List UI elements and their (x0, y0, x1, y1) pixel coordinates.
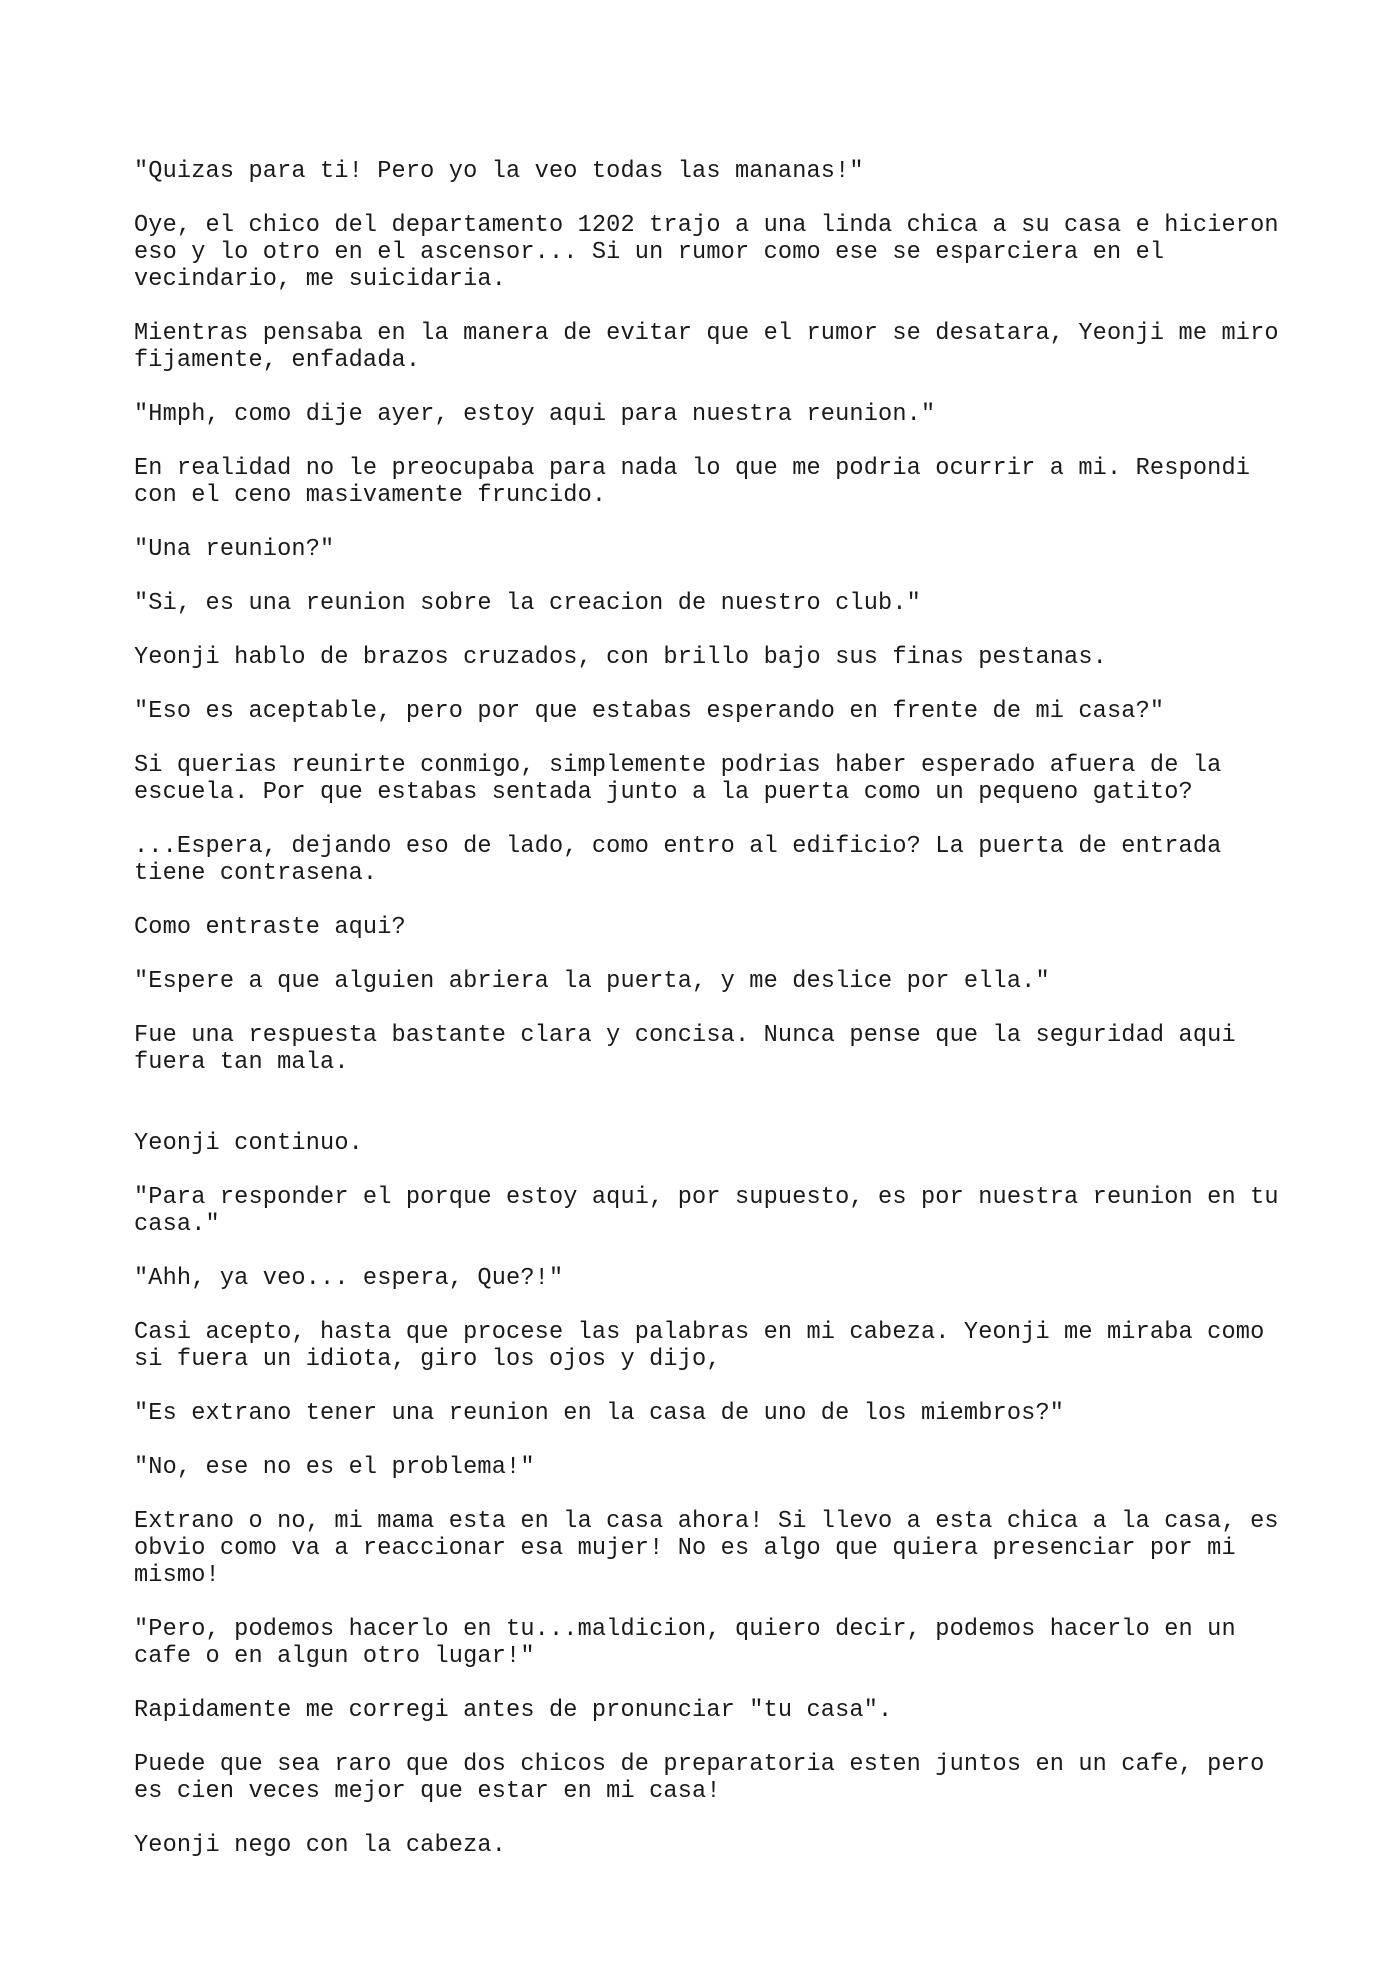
paragraph-9: "Eso es aceptable, pero por que estabas esperando en frente de mi casa?" (134, 698, 1165, 725)
paragraph-10: Si querias reunirte conmigo, simplemente podrias haber esperado afuera de la escuela. Por que estabas sentada junto a la puerta como un pequeno gatito? (134, 752, 1222, 806)
paragraph-24: Puede que sea raro que dos chicos de preparatoria esten juntos en un cafe, pero es cien veces mejor que estar en mi casa! (134, 1751, 1265, 1805)
paragraph-23: Rapidamente me corregi antes de pronunciar "tu casa". (134, 1697, 893, 1724)
paragraph-6: "Una reunion?" (134, 536, 335, 563)
paragraph-17: "Ahh, ya veo... espera, Que?!" (134, 1265, 564, 1292)
paragraph-8: Yeonji hablo de brazos cruzados, con brillo bajo sus finas pestanas. (134, 644, 1107, 671)
paragraph-2: Oye, el chico del departamento 1202 trajo a una linda chica a su casa e hicieron eso y lo otro en el ascensor... Si un rumor como ese se esparciera en el vecindario, me suicidaria. (134, 212, 1279, 293)
paragraph-5: En realidad no le preocupaba para nada lo que me podria ocurrir a mi. Respondi con el ceno masivamente fruncido. (134, 455, 1251, 509)
paragraph-3: Mientras pensaba en la manera de evitar que el rumor se desatara, Yeonji me miro fijamente, enfadada. (134, 320, 1279, 374)
paragraph-7: "Si, es una reunion sobre la creacion de nuestro club." (134, 590, 921, 617)
paragraph-20: "No, ese no es el problema!" (134, 1454, 535, 1481)
paragraph-11: ...Espera, dejando eso de lado, como entro al edificio? La puerta de entrada tiene contrasena. (134, 833, 1222, 887)
paragraph-21: Extrano o no, mi mama esta en la casa ahora! Si llevo a esta chica a la casa, es obvio como va a reaccionar esa mujer! No es algo que quiera presenciar por mi mismo! (134, 1508, 1279, 1589)
paragraph-18: Casi acepto, hasta que procese las palabras en mi cabeza. Yeonji me miraba como si fuera un idiota, giro los ojos y dijo, (134, 1319, 1265, 1373)
paragraph-4: "Hmph, como dije ayer, estoy aqui para nuestra reunion." (134, 401, 936, 428)
paragraph-1: "Quizas para ti! Pero yo la veo todas las mananas!" (134, 158, 864, 185)
paragraph-16: "Para responder el porque estoy aqui, por supuesto, es por nuestra reunion en tu casa." (134, 1184, 1279, 1238)
paragraph-14: Fue una respuesta bastante clara y concisa. Nunca pense que la seguridad aqui fuera tan mala. (134, 1022, 1236, 1076)
paragraph-15: Yeonji continuo. (134, 1130, 363, 1157)
paragraph-25: Yeonji nego con la cabeza. (134, 1832, 507, 1859)
paragraph-13: "Espere a que alguien abriera la puerta, y me deslice por ella." (134, 968, 1050, 995)
document-page (134, 158, 1284, 1886)
paragraph-19: "Es extrano tener una reunion en la casa de uno de los miembros?" (134, 1400, 1065, 1427)
paragraph-12: Como entraste aqui? (134, 914, 406, 941)
paragraph-22: "Pero, podemos hacerlo en tu...maldicion, quiero decir, podemos hacerlo en un cafe o en algun otro lugar!" (134, 1616, 1236, 1670)
